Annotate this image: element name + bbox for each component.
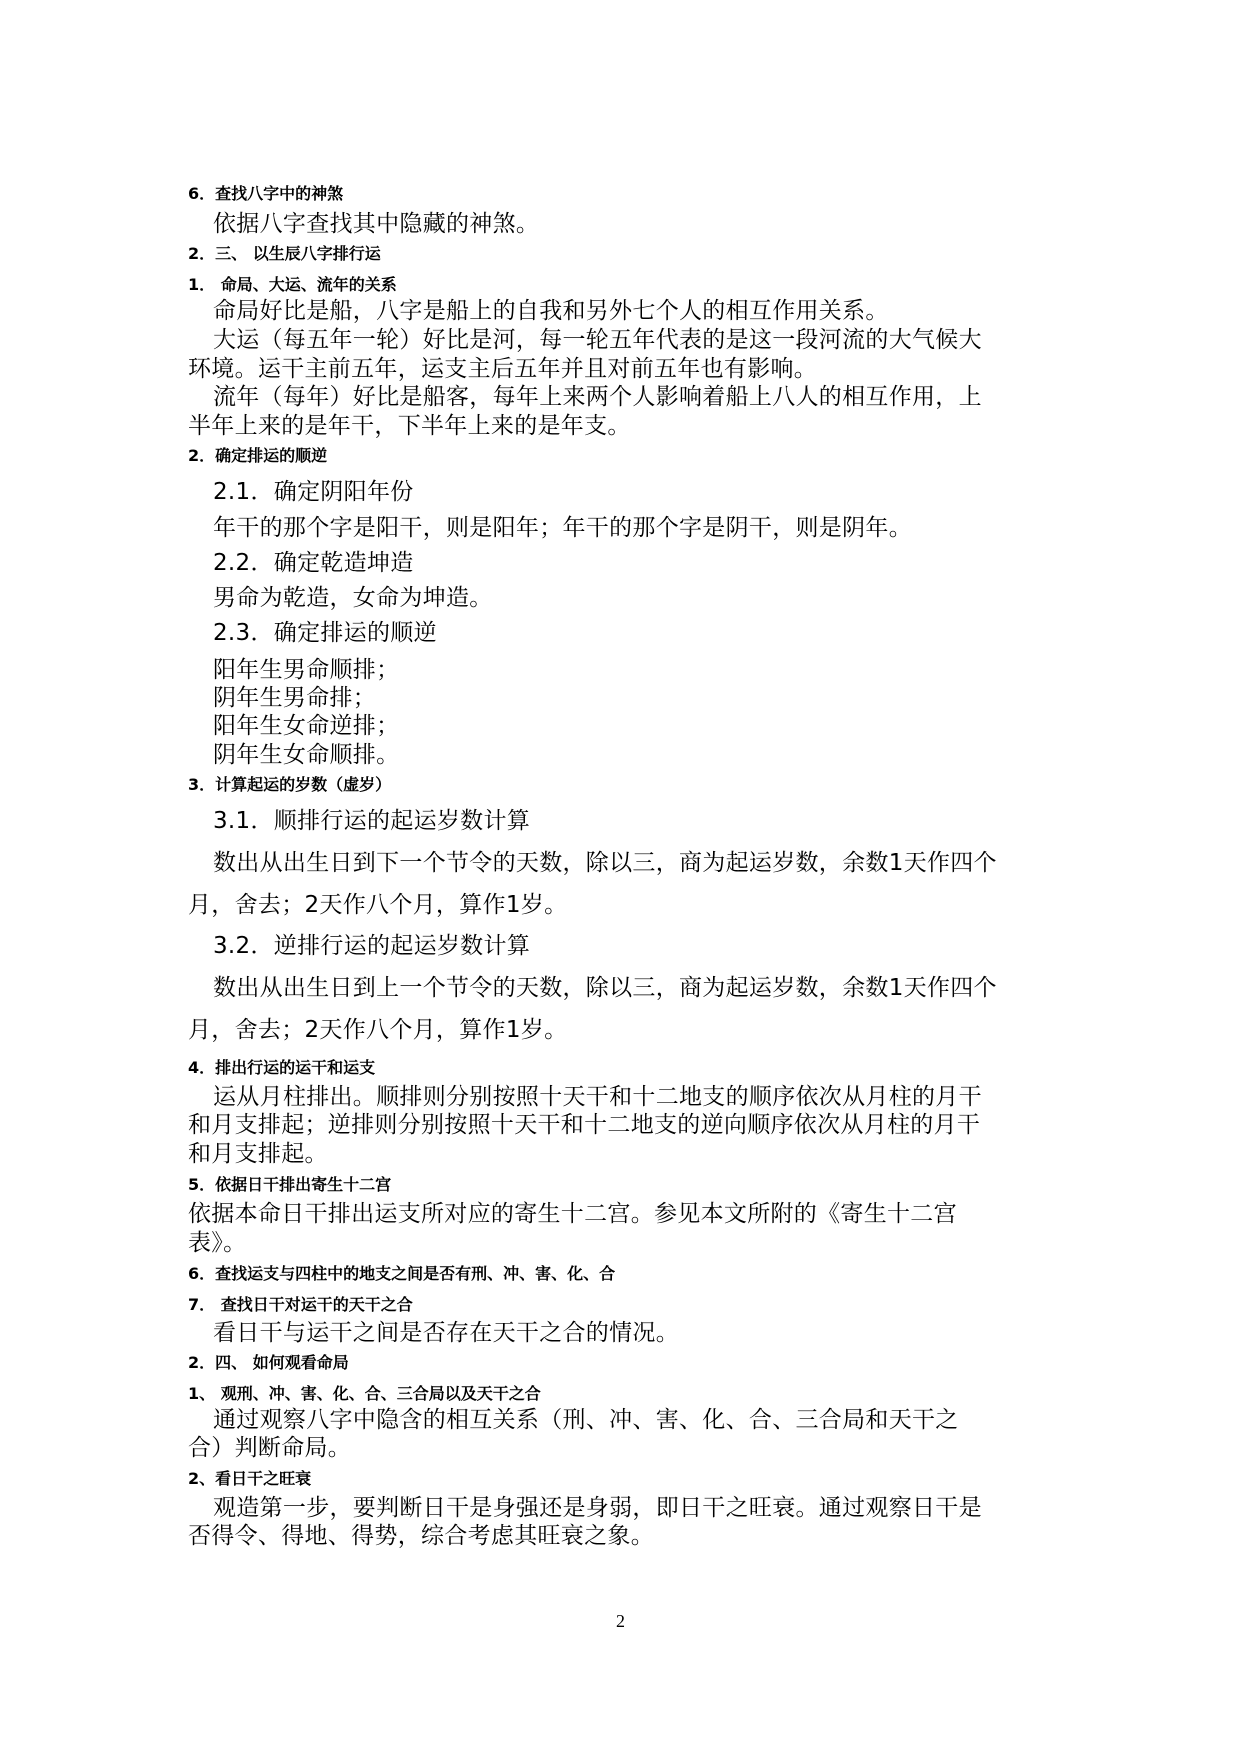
paragraph: 大运（每五年一轮）好比是河，每一轮五年代表的是这一段河流的大气候大 [213, 327, 982, 353]
paragraph: 否得令、得地、得势，综合考虑其旺衰之象。 [188, 1523, 654, 1549]
subheading: 2.2．确定乾造坤造 [213, 550, 414, 576]
paragraph: 依据八字查找其中隐藏的神煞。 [213, 211, 540, 237]
paragraph: 观造第一步，要判断日干是身强还是身弱，即日干之旺衰。通过观察日干是 [213, 1495, 982, 1521]
paragraph: 命局好比是船，八字是船上的自我和另外七个人的相互作用关系。 [213, 298, 889, 324]
section-heading-4: 2．四、 如何观看命局 [188, 1353, 349, 1372]
paragraph: 数出从出生日到上一个节令的天数，除以三，商为起运岁数，余数1天作四个 [213, 975, 997, 1001]
paragraph: 表》。 [188, 1230, 247, 1256]
paragraph: 年干的那个字是阳干，则是阳年；年干的那个字是阴干，则是阴年。 [213, 515, 912, 541]
paragraph: 运从月柱排出。顺排则分别按照十天干和十二地支的顺序依次从月柱的月干 [213, 1084, 982, 1110]
subheading: 3.1．顺排行运的起运岁数计算 [213, 808, 531, 834]
paragraph: 和月支排起。 [188, 1141, 328, 1167]
paragraph: 依据本命日干排出运支所对应的寄生十二宫。参见本文所附的《寄生十二宫 [188, 1201, 957, 1227]
paragraph: 和月支排起；逆排则分别按照十天干和十二地支的逆向顺序依次从月柱的月干 [188, 1112, 981, 1138]
heading-branches: 6．查找运支与四柱中的地支之间是否有刑、冲、害、化、合 [188, 1264, 616, 1283]
paragraph: 男命为乾造，女命为坤造。 [213, 585, 493, 611]
heading-order: 2．确定排运的顺逆 [188, 446, 328, 465]
list-item: 阴年生女命顺排。 [213, 742, 400, 768]
paragraph: 数出从出生日到下一个节令的天数，除以三，商为起运岁数，余数1天作四个 [213, 850, 997, 876]
heading-observe: 1、 观刑、冲、害、化、合、三合局以及天干之合 [188, 1384, 541, 1403]
heading-shensha: 6．查找八字中的神煞 [188, 184, 344, 203]
list-item: 阳年生女命逆排； [213, 713, 400, 739]
subheading: 2.3．确定排运的顺逆 [213, 620, 437, 646]
heading-pillars: 4．排出行运的运干和运支 [188, 1058, 376, 1077]
heading-palaces: 5．依据日干排出寄生十二宫 [188, 1175, 392, 1194]
list-item: 阴年生男命排； [213, 685, 377, 711]
paragraph: 月，舍去；2天作八个月，算作1岁。 [188, 1017, 568, 1043]
heading-stems: 7． 查找日干对运干的天干之合 [188, 1295, 413, 1314]
paragraph: 通过观察八字中隐含的相互关系（刑、冲、害、化、合、三合局和天干之 [213, 1407, 959, 1433]
section-heading-3: 2．三、 以生辰八字排行运 [188, 244, 381, 263]
paragraph: 环境。运干主前五年，运支主后五年并且对前五年也有影响。 [188, 356, 818, 382]
subheading: 3.2．逆排行运的起运岁数计算 [213, 933, 531, 959]
heading-age: 3．计算起运的岁数（虚岁） [188, 775, 392, 794]
paragraph: 月，舍去；2天作八个月，算作1岁。 [188, 892, 568, 918]
paragraph: 合）判断命局。 [188, 1435, 352, 1461]
list-item: 阳年生男命顺排； [213, 657, 400, 683]
heading-strength: 2、看日干之旺衰 [188, 1469, 312, 1488]
paragraph: 半年上来的是年干，下半年上来的是年支。 [188, 413, 631, 439]
heading-relation: 1． 命局、大运、流年的关系 [188, 275, 397, 294]
paragraph: 看日干与运干之间是否存在天干之合的情况。 [213, 1320, 679, 1346]
paragraph: 流年（每年）好比是船客，每年上来两个人影响着船上八人的相互作用，上 [213, 384, 982, 410]
page-number: 2 [616, 1611, 625, 1631]
subheading: 2.1．确定阴阳年份 [213, 479, 414, 505]
